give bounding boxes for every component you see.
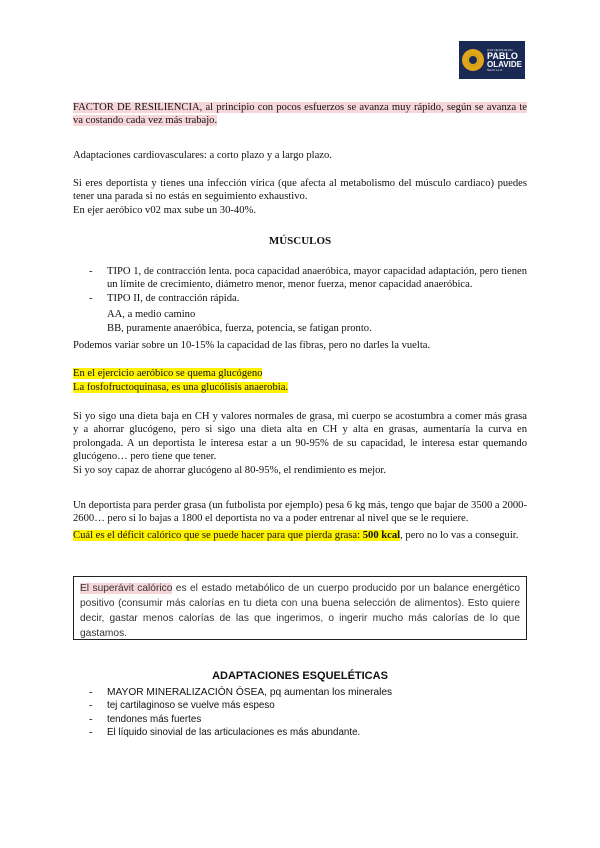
resiliencia-paragraph (73, 101, 527, 128)
infeccion-paragraph: Si eres deportista y tienes una infección vírica (que afecta al metabolismo del músculo cardiaco) puedes tener una parada si no estás en seguimiento exhaustivo. (73, 178, 527, 203)
dieta-paragraph: Si yo sigo una dieta baja en CH y valores normales de grasa, mi cuerpo se acostumbra a comer más grasa y a ahorrar glucógeno, pero si sigo una dieta alta en CH y alta en grasas, aumentaría la curva en prolongada. A un deportista le interesa estar a un 90-95% de su capacidad, le interesa estar quemando glucógeno… pero tiene que tener. (73, 411, 527, 462)
list-item (73, 699, 527, 712)
logo-line-3: OLAVIDE (487, 59, 522, 69)
list-item (73, 686, 527, 699)
resiliencia-text: FACTOR DE RESILIENCIA, al principio con pocos esfuerzos se avanza muy rápido, según se avanza te va costando cada vez más trabajo. (73, 102, 527, 127)
university-logo (459, 41, 525, 79)
list-item (73, 713, 527, 726)
superavit-definition: es el estado metabólico de un cuerpo producido por un balance energético positivo (consumir más calorías en tu dieta con una buena selección de alimentos). Esto quiere decir, gastar menos calorías de las que ingerimos, o ingerir mucho más calorías de lo que gastamos. (80, 583, 520, 639)
superavit-term: El superávit calórico (80, 583, 173, 594)
deficit-value: 500 kcal (362, 530, 401, 541)
cardio-paragraph: Adaptaciones cardiovasculares: a corto plazo y a largo plazo. (73, 150, 332, 161)
superavit-box (73, 576, 527, 640)
logo-line-2: PABLO (487, 50, 518, 61)
subtype-bb: BB, puramente anaeróbica, fuerza, potencia, se fatigan pronto. (107, 323, 372, 334)
fosfofructoquinasa-line (73, 381, 527, 394)
logo-line-1: UNIVERSIDAD (487, 47, 514, 52)
ahorro-paragraph: Si yo soy capaz de ahorrar glucógeno al 80-95%, el rendimiento es mejor. (73, 465, 387, 476)
deficit-rest: , pero no lo vas a conseguir. (400, 530, 519, 541)
subtype-aa: AA, a medio camino (107, 309, 196, 320)
vo2-paragraph: En ejer aeróbico v02 max sube un 30-40%. (73, 205, 256, 216)
musculos-list (73, 265, 527, 305)
list-item: - TIPO II, de contracción rápida. (73, 292, 527, 305)
fosfofructoquinasa-text: La fosfofructoquinasa, es una glucólisis anaerobia. (73, 382, 289, 393)
esqueleticas-heading: ADAPTACIONES ESQUELÉTICAS (212, 670, 388, 682)
logo-line-4: SEVILLA (487, 67, 503, 72)
sinovial-text: El líquido sinovial de las articulaciones es más abundante. (107, 726, 361, 738)
esqueleticas-list (73, 686, 527, 739)
mineralizacion-text: MAYOR MINERALIZACIÓN ÓSEA, pq aumentan los minerales (107, 687, 393, 698)
logo-text (487, 49, 522, 72)
cartilaginoso-text: tej cartilaginoso se vuelve más espeso (107, 700, 275, 712)
tendones-text: tendones más fuertes (107, 713, 202, 725)
university-seal-icon (462, 49, 484, 71)
fibras-paragraph: Podemos variar sobre un 10-15% la capacidad de las fibras, pero no darles la vuelta. (73, 340, 431, 351)
glucogeno-line (73, 367, 527, 380)
futbolista-paragraph: Un deportista para perder grasa (un futbolista por ejemplo) pesa 6 kg más, tengo que bajar de 3500 a 2000-2600… pero si lo bajas a 1800 el deportista no va a poder entrenar al nivel que se le requiere. (73, 500, 527, 525)
glucogeno-text: En el ejercicio aeróbico se quema glucógeno (73, 368, 263, 379)
deficit-question: Cuál es el déficit calórico que se puede hacer para que pierda grasa: (73, 530, 363, 541)
musculos-heading: MÚSCULOS (268, 235, 332, 247)
list-item (73, 726, 527, 739)
list-item: - TIPO 1, de contracción lenta. poca capacidad anaeróbica, mayor capacidad adaptación, pero tienen un límite de crecimiento, diámetro menor, menor fuerza, menor capacidad anaeróbica. (73, 265, 527, 292)
deficit-paragraph (73, 529, 527, 542)
